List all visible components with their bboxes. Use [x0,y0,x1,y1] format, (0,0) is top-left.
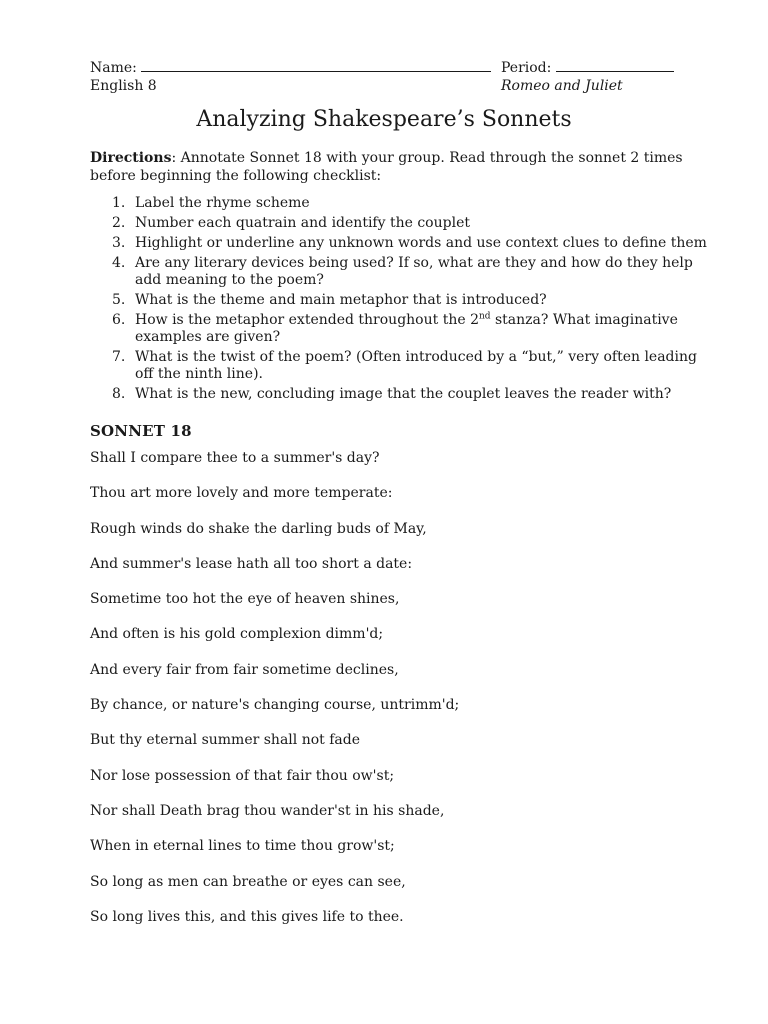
sonnet-line: And often is his gold complexion dimm'd; [90,626,384,643]
sonnet-line: Rough winds do shake the darling buds of May, [90,520,427,537]
list-item-number: 8. [112,386,126,402]
list-item-number: 1. [112,195,126,211]
list-item [90,255,715,289]
list-item [90,235,715,252]
list-item [90,195,715,212]
unit-name: Romeo and Juliet [501,78,623,94]
list-item-text: Label the rhyme scheme [135,195,310,211]
directions-label: Directions [90,150,172,166]
name-blank[interactable] [141,58,491,72]
list-item-number: 2. [112,215,126,231]
list-item-number: 5. [112,292,126,308]
list-item-text: Are any literary devices being used? If so, what are they and how do they help add meaning to the poem? [135,255,693,288]
directions [90,149,690,185]
page-title: Analyzing Shakespeare’s Sonnets [196,107,572,132]
sonnet-heading: SONNET 18 [90,422,192,440]
sonnet-line: And summer's lease hath all too short a date: [90,555,413,572]
sonnet-line: And every fair from fair sometime declines, [90,661,399,678]
ordinal-superscript: nd [478,311,491,322]
list-item-text: What is the new, concluding image that the couplet leaves the reader with? [135,386,672,402]
sonnet-text [90,449,690,943]
name-line [90,58,491,77]
sonnet-line: So long as men can breathe or eyes can see, [90,873,406,890]
list-item-number: 4. [112,255,126,271]
list-item-text-continued: stanza? What imaginative examples are given? [135,312,678,345]
class-name: English 8 [90,78,157,94]
list-item [90,386,715,403]
list-item-number: 3. [112,235,126,251]
list-item [90,312,715,346]
list-item-text: How is the metaphor extended throughout the 2 [135,312,479,328]
list-item [90,349,715,383]
list-item-number: 6. [112,312,126,328]
sonnet-line: Thou art more lovely and more temperate: [90,485,393,502]
list-item-text: What is the twist of the poem? (Often introduced by a “but,” very often leading off the ninth line). [135,349,697,382]
period-label: Period: [501,60,552,76]
name-label: Name: [90,60,137,76]
sonnet-line: So long lives this, and this gives life to thee. [90,908,404,925]
period-line [501,58,674,77]
sonnet-line: Nor shall Death brag thou wander'st in his shade, [90,802,445,819]
sonnet-line: Sometime too hot the eye of heaven shines, [90,591,400,608]
sonnet-line: By chance, or nature's changing course, untrimm'd; [90,697,460,714]
sonnet-line: When in eternal lines to time thou grow'st; [90,838,395,855]
list-item-number: 7. [112,349,126,365]
list-item-text: Number each quatrain and identify the couplet [135,215,470,231]
checklist [90,195,715,406]
list-item-text: Highlight or underline any unknown words and use context clues to define them [135,235,707,251]
sonnet-line: Shall I compare thee to a summer's day? [90,450,380,466]
sonnet-line: Nor lose possession of that fair thou ow'st; [90,767,395,784]
sonnet-line: But thy eternal summer shall not fade [90,732,360,749]
period-blank[interactable] [556,58,674,72]
list-item [90,215,715,232]
directions-text: : Annotate Sonnet 18 with your group. Read through the sonnet 2 times before beginning the following checklist: [90,150,683,184]
list-item-text: What is the theme and main metaphor that is introduced? [135,292,547,308]
list-item [90,292,715,309]
